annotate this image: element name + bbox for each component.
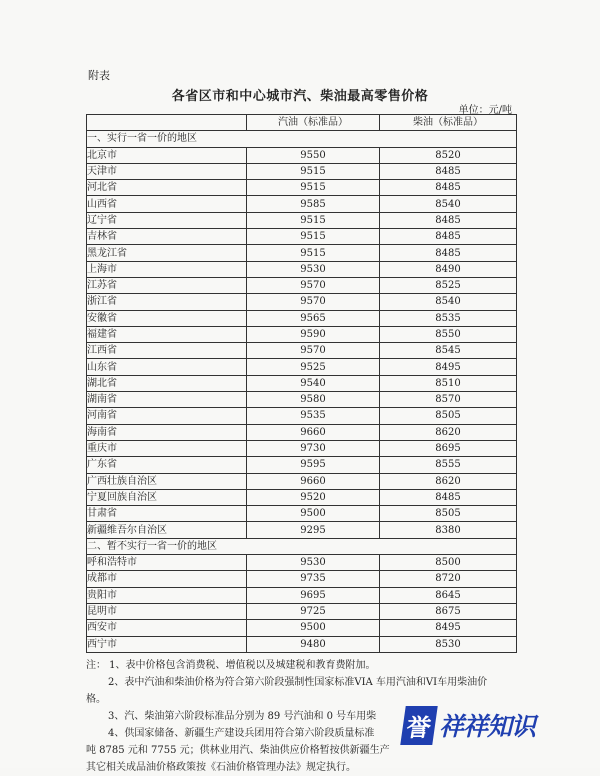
diesel-price-cell: 8550 xyxy=(380,326,517,342)
note-line: 注： 1、表中价格包含消费税、增值税以及城建税和教育费附加。 xyxy=(86,660,376,671)
region-cell: 重庆市 xyxy=(87,440,247,456)
gasoline-price-cell: 9525 xyxy=(247,359,380,375)
diesel-price-cell: 8720 xyxy=(380,571,517,587)
table-row xyxy=(87,555,517,571)
region-cell: 黑龙江省 xyxy=(87,245,247,261)
note-line: 格。 xyxy=(86,694,106,705)
section-row xyxy=(87,131,517,147)
table-row xyxy=(87,522,517,538)
diesel-price-cell: 8485 xyxy=(380,245,517,261)
diesel-price-cell: 8485 xyxy=(380,163,517,179)
table-row xyxy=(87,245,517,261)
region-cell: 福建省 xyxy=(87,326,247,342)
gasoline-price-cell: 9515 xyxy=(247,229,380,245)
region-cell: 广东省 xyxy=(87,457,247,473)
table-row xyxy=(87,261,517,277)
region-cell: 吉林省 xyxy=(87,229,247,245)
gasoline-price-cell: 9515 xyxy=(247,180,380,196)
gasoline-price-cell: 9515 xyxy=(247,212,380,228)
gasoline-price-cell: 9595 xyxy=(247,457,380,473)
table-row xyxy=(87,620,517,636)
table-row xyxy=(87,294,517,310)
gasoline-price-cell: 9480 xyxy=(247,636,380,652)
diesel-price-cell: 8620 xyxy=(380,424,517,440)
gasoline-price-cell: 9570 xyxy=(247,277,380,293)
region-cell: 宁夏回族自治区 xyxy=(87,489,247,505)
gasoline-price-cell: 9540 xyxy=(247,375,380,391)
table-row xyxy=(87,180,517,196)
table-row xyxy=(87,163,517,179)
unit-label: 单位：元/吨 xyxy=(458,105,512,116)
region-cell: 贵阳市 xyxy=(87,587,247,603)
diesel-price-cell: 8510 xyxy=(380,375,517,391)
table-row xyxy=(87,212,517,228)
region-cell: 呼和浩特市 xyxy=(87,555,247,571)
table-row xyxy=(87,506,517,522)
table-row xyxy=(87,473,517,489)
note-line: 其它相关成品油价格政策按《石油价格管理办法》规定执行。 xyxy=(86,762,356,773)
region-cell: 山西省 xyxy=(87,196,247,212)
diesel-price-cell: 8500 xyxy=(380,555,517,571)
diesel-price-cell: 8545 xyxy=(380,343,517,359)
diesel-price-cell: 8540 xyxy=(380,294,517,310)
diesel-price-cell: 8495 xyxy=(380,620,517,636)
gasoline-price-cell: 9530 xyxy=(247,261,380,277)
region-cell: 安徽省 xyxy=(87,310,247,326)
gasoline-price-cell: 9735 xyxy=(247,571,380,587)
region-cell: 成都市 xyxy=(87,571,247,587)
table-row xyxy=(87,587,517,603)
diesel-price-cell: 8505 xyxy=(380,506,517,522)
gasoline-price-cell: 9530 xyxy=(247,555,380,571)
gasoline-price-cell: 9520 xyxy=(247,489,380,505)
note-line: 4、供国家储备、新疆生产建设兵团用符合第六阶段质量标准 xyxy=(108,728,375,739)
diesel-price-cell: 8485 xyxy=(380,180,517,196)
gasoline-price-cell: 9515 xyxy=(247,245,380,261)
diesel-price-cell: 8530 xyxy=(380,636,517,652)
region-cell: 广西壮族自治区 xyxy=(87,473,247,489)
table-row xyxy=(87,310,517,326)
gasoline-price-cell: 9660 xyxy=(247,473,380,489)
table-row xyxy=(87,196,517,212)
gasoline-price-cell: 9515 xyxy=(247,163,380,179)
table-row xyxy=(87,326,517,342)
table-header-row xyxy=(87,115,517,131)
note-line: 2、表中汽油和柴油价格为符合第六阶段强制性国家标准VIA 车用汽油和VI车用柴油价 xyxy=(108,677,488,688)
diesel-price-cell: 8495 xyxy=(380,359,517,375)
table-row xyxy=(87,229,517,245)
diesel-price-cell: 8645 xyxy=(380,587,517,603)
diesel-price-cell: 8485 xyxy=(380,489,517,505)
header-gasoline: 汽油（标准品） xyxy=(247,115,380,131)
diesel-price-cell: 8535 xyxy=(380,310,517,326)
diesel-price-cell: 8490 xyxy=(380,261,517,277)
section-row xyxy=(87,538,517,554)
table-row xyxy=(87,375,517,391)
region-cell: 西安市 xyxy=(87,620,247,636)
gasoline-price-cell: 9500 xyxy=(247,506,380,522)
diesel-price-cell: 8555 xyxy=(380,457,517,473)
table-row xyxy=(87,147,517,163)
note-line: 3、汽、柴油第六阶段标准品分别为 89 号汽油和 0 号车用柴 xyxy=(108,711,377,722)
region-cell: 湖南省 xyxy=(87,392,247,408)
table-row xyxy=(87,636,517,652)
gasoline-price-cell: 9660 xyxy=(247,424,380,440)
diesel-price-cell: 8485 xyxy=(380,212,517,228)
header-region xyxy=(87,115,247,131)
table-row xyxy=(87,440,517,456)
table-row xyxy=(87,457,517,473)
region-cell: 河北省 xyxy=(87,180,247,196)
watermark-badge: 誉 xyxy=(400,706,437,745)
header-diesel: 柴油（标准品） xyxy=(380,115,517,131)
table-row xyxy=(87,424,517,440)
gasoline-price-cell: 9500 xyxy=(247,620,380,636)
gasoline-price-cell: 9590 xyxy=(247,326,380,342)
table-body xyxy=(87,131,517,653)
diesel-price-cell: 8505 xyxy=(380,408,517,424)
diesel-price-cell: 8570 xyxy=(380,392,517,408)
gasoline-price-cell: 9730 xyxy=(247,440,380,456)
gasoline-price-cell: 9580 xyxy=(247,392,380,408)
region-cell: 河南省 xyxy=(87,408,247,424)
attachment-label: 附表 xyxy=(88,69,110,82)
diesel-price-cell: 8620 xyxy=(380,473,517,489)
region-cell: 海南省 xyxy=(87,424,247,440)
region-cell: 甘肃省 xyxy=(87,506,247,522)
region-cell: 上海市 xyxy=(87,261,247,277)
gasoline-price-cell: 9725 xyxy=(247,603,380,619)
region-cell: 新疆维吾尔自治区 xyxy=(87,522,247,538)
diesel-price-cell: 8380 xyxy=(380,522,517,538)
table-row xyxy=(87,277,517,293)
document-title: 各省区市和中心城市汽、柴油最高零售价格 xyxy=(171,89,429,104)
table-row xyxy=(87,343,517,359)
region-cell: 天津市 xyxy=(87,163,247,179)
gasoline-price-cell: 9295 xyxy=(247,522,380,538)
note-line: 吨 8785 元和 7755 元；供林业用汽、柴油供应价格暂按供新疆生产 xyxy=(86,745,390,756)
region-cell: 山东省 xyxy=(87,359,247,375)
diesel-price-cell: 8520 xyxy=(380,147,517,163)
section-title: 一、实行一省一价的地区 xyxy=(87,131,517,147)
price-table xyxy=(86,114,517,653)
region-cell: 西宁市 xyxy=(87,636,247,652)
region-cell: 湖北省 xyxy=(87,375,247,391)
gasoline-price-cell: 9535 xyxy=(247,408,380,424)
gasoline-price-cell: 9550 xyxy=(247,147,380,163)
table-row xyxy=(87,359,517,375)
region-cell: 江苏省 xyxy=(87,277,247,293)
diesel-price-cell: 8540 xyxy=(380,196,517,212)
table-row xyxy=(87,571,517,587)
region-cell: 江西省 xyxy=(87,343,247,359)
region-cell: 北京市 xyxy=(87,147,247,163)
region-cell: 昆明市 xyxy=(87,603,247,619)
gasoline-price-cell: 9570 xyxy=(247,343,380,359)
table-row xyxy=(87,603,517,619)
gasoline-price-cell: 9570 xyxy=(247,294,380,310)
gasoline-price-cell: 9695 xyxy=(247,587,380,603)
watermark-logo xyxy=(403,702,593,748)
region-cell: 辽宁省 xyxy=(87,212,247,228)
region-cell: 浙江省 xyxy=(87,294,247,310)
gasoline-price-cell: 9565 xyxy=(247,310,380,326)
watermark-text: 祥祥知识 xyxy=(439,712,536,741)
diesel-price-cell: 8525 xyxy=(380,277,517,293)
diesel-price-cell: 8485 xyxy=(380,229,517,245)
diesel-price-cell: 8695 xyxy=(380,440,517,456)
gasoline-price-cell: 9585 xyxy=(247,196,380,212)
table-row xyxy=(87,489,517,505)
table-row xyxy=(87,408,517,424)
section-title: 二、暂不实行一省一价的地区 xyxy=(87,538,517,554)
diesel-price-cell: 8675 xyxy=(380,603,517,619)
table-row xyxy=(87,392,517,408)
